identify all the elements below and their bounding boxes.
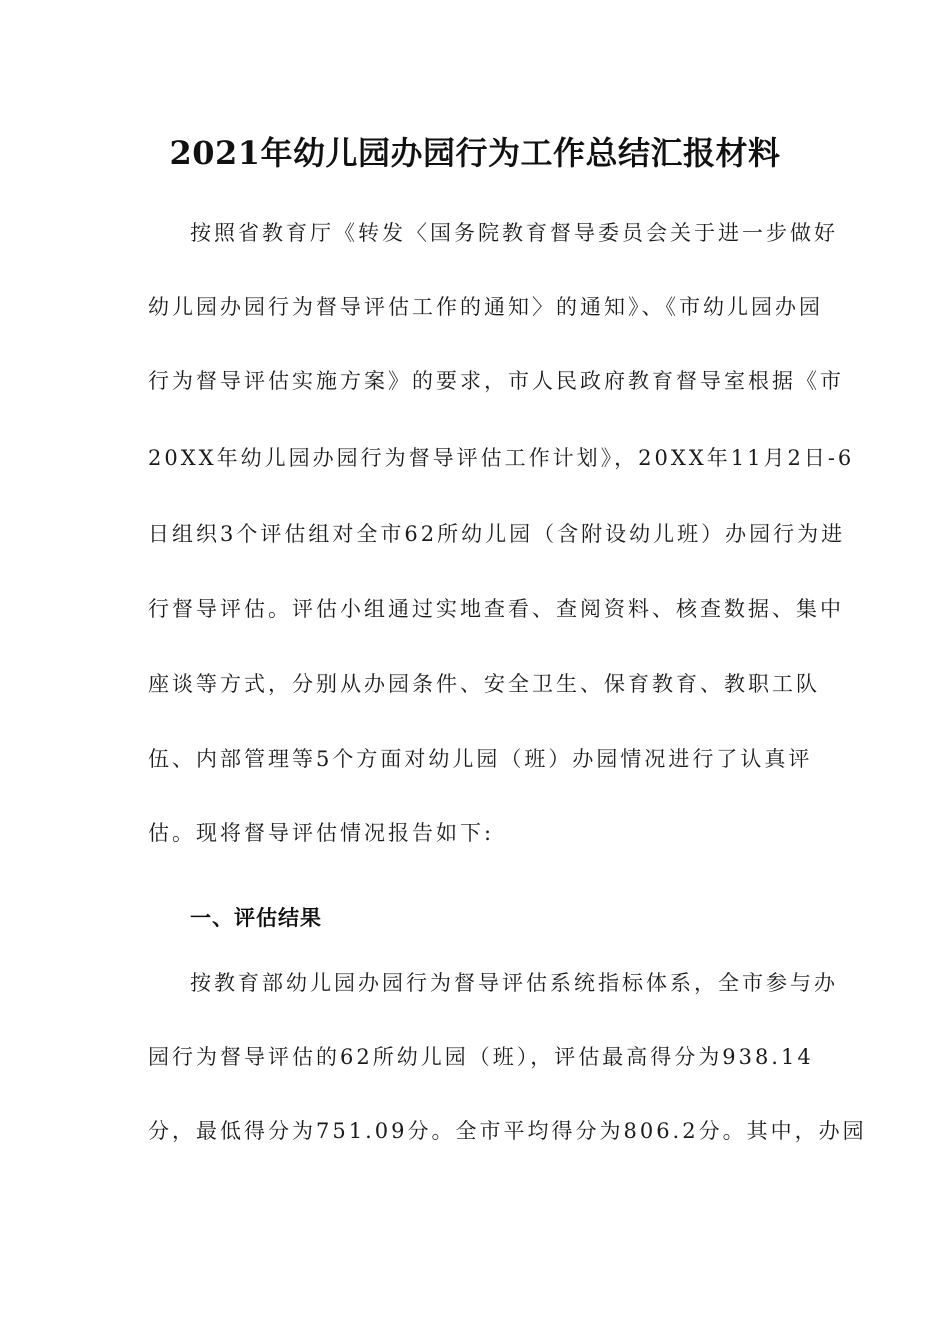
paragraph-line: 20XX年幼儿园办园行为督导评估工作计划》，20XX年11月2日-6 [148, 446, 855, 470]
section-heading: 一、评估结果 [190, 905, 322, 930]
paragraph-line: 座谈等方式，分别从办园条件、安全卫生、保育教育、教职工队 [148, 672, 820, 696]
paragraph-line: 估。现将督导评估情况报告如下: [148, 821, 495, 845]
paragraph-line: 按照省教育厅《转发〈国务院教育督导委员会关于进一步做好 [190, 221, 838, 245]
document-title: 2021年幼儿园办园行为工作总结汇报材料 [169, 134, 781, 172]
paragraph-line: 分，最低得分为751.09分。全市平均得分为806.2分。其中，办园 [148, 1119, 867, 1143]
paragraph-line: 日组织3个评估组对全市62所幼儿园（含附设幼儿班）办园行为进 [148, 522, 846, 546]
paragraph-line: 行督导评估。评估小组通过实地查看、查阅资料、核查数据、集中 [148, 597, 844, 621]
paragraph-line: 行为督导评估实施方案》的要求，市人民政府教育督导室根据《市 [148, 369, 844, 393]
paragraph-line: 按教育部幼儿园办园行为督导评估系统指标体系，全市参与办 [190, 971, 838, 995]
paragraph-line: 幼儿园办园行为督导评估工作的通知〉的通知》、《市幼儿园办园 [148, 295, 823, 319]
paragraph-line: 伍、内部管理等5个方面对幼儿园（班）办园情况进行了认真评 [148, 747, 813, 771]
paragraph-line: 园行为督导评估的62所幼儿园（班），评估最高得分为938.14 [148, 1045, 814, 1069]
